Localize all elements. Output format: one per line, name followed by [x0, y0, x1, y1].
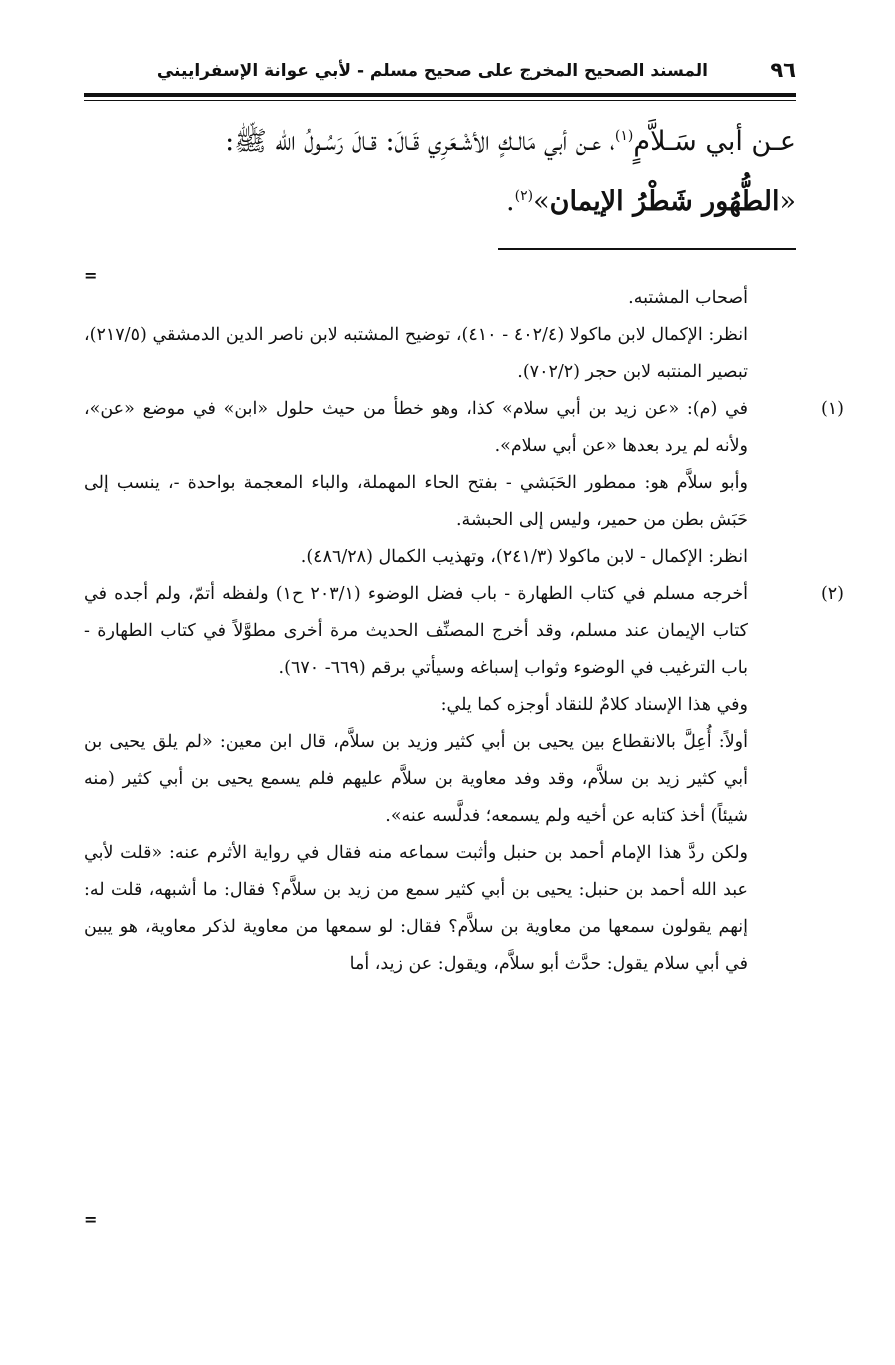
- footnote-2-paragraph: وفي هذا الإسناد كلامٌ للنقاد أوجزه كما يلي:: [440, 695, 748, 715]
- footnote-number: (٢): [820, 584, 844, 604]
- footnote-ref-1: (١): [614, 128, 634, 144]
- main-line-2: [84, 172, 796, 232]
- main-line-1: [84, 112, 796, 172]
- footnote-1: [84, 391, 844, 465]
- footnote-1-paragraph: وأبو سلاَّم هو: ممطور الحَبَشي - بفتح الحاء المهملة، والباء المعجمة بواحدة -، ينسب إلى حَبَش بطن من حمير، وليس إلى الحبشة.: [84, 473, 748, 530]
- footnote-2-paragraph: ولكن ردَّ هذا الإمام أحمد بن حنبل وأثبت سماعه منه فقال في رواية الأثرم عنه: «قلت لأبي عبد الله أحمد بن حنبل: يحيى بن أبي كثير سمع من زيد بن سلاَّم؟ فقال: ما أشبهه، قلت له: إنهم يقولون سمعها من معاوية بن سلاَّم؟ فقال: لو سمعها من معاوية لذكر معاوية، هو يبين في أبي سلام يقول: حدَّث أبو سلاَّم، ويقول: عن زيد، أما: [84, 843, 748, 974]
- footnote-separator: [498, 248, 796, 250]
- quote-close: »: [533, 186, 550, 217]
- footnote-1-paragraph: انظر: الإكمال - لابن ماكولا (٢٤١/٣)، وتهذيب الكمال (٤٨٦/٢٨).: [300, 547, 748, 567]
- footnote-number: (١): [820, 399, 844, 419]
- main-text-end: .: [506, 186, 515, 217]
- footnote-ref-2: (٢): [514, 188, 534, 204]
- footnote-text: أخرجه مسلم في كتاب الطهارة - باب فضل الوضوء (٢٠٣/١ ح١) ولفظه أتمّ، ولم أجده في كتاب الإيمان عند مسلم، وقد أخرج المصنِّف الحديث مرة أخرى مطوَّلاً في كتاب الطهارة - باب الترغيب في الوضوء وثواب إسباغه وسيأتي برقم (٦٦٩- ٦٧٠).: [84, 584, 748, 678]
- page-number: ٩٦: [770, 58, 796, 82]
- footnote-2-paragraph: أولاً: أُعِلَّ بالانقطاع بين يحيى بن أبي كثير وزيد بن سلاَّم، قال ابن معين: «لم يلق يحيى بن أبي كثير زيد بن سلاَّم، وقد وفد معاوية بن سلاَّم عليهم فلم يسمع يحيى بن أبي كثير (منه شيئاً) أخذ كتابه عن أخيه ولم يسمعه؛ فدلَّسه عنه».: [84, 732, 748, 826]
- book-title: المسند الصحيح المخرج على صحيح مسلم - لأبي عوانة الإسفراييني: [156, 61, 708, 81]
- footnote-continued-line: أصحاب المشتبه.: [628, 288, 748, 308]
- main-text-part: ، عـن أبي مَالـكٍ الأشْـعَرِي قَـالَ: قـالَ رَسُـولُ الله ﷺ:: [225, 126, 615, 157]
- footnote-2: [84, 576, 844, 687]
- running-header: [84, 58, 796, 88]
- hadith-text: الطُّهُور شَطْرُ الإيمان: [549, 186, 780, 217]
- footnote-continued-ref: انظر: الإكمال لابن ماكولا (٤٠٢/٤ - ٤١٠)، توضيح المشتبه لابن ناصر الدين الدمشقي (٢١٧/٥)، تبصير المنتبه لابن حجر (٧٠٢/٢).: [84, 325, 748, 382]
- continuation-mark-bottom: =: [84, 1210, 98, 1229]
- main-text-part: عـن أبي سَـلاَّمٍ: [633, 126, 796, 157]
- header-rule-thin: [84, 100, 796, 101]
- continuation-mark-top: =: [84, 266, 98, 285]
- footnote-text: في (م): «عن زيد بن أبي سلام» كذا، وهو خطأ من حيث حلول «ابن» في موضع «عن»، ولأنه لم يرد بعدها «عن أبي سلام».: [84, 399, 748, 456]
- footnotes: [84, 280, 844, 983]
- quote-open: «: [779, 186, 796, 217]
- main-text: [84, 112, 796, 232]
- header-rule: [84, 93, 796, 97]
